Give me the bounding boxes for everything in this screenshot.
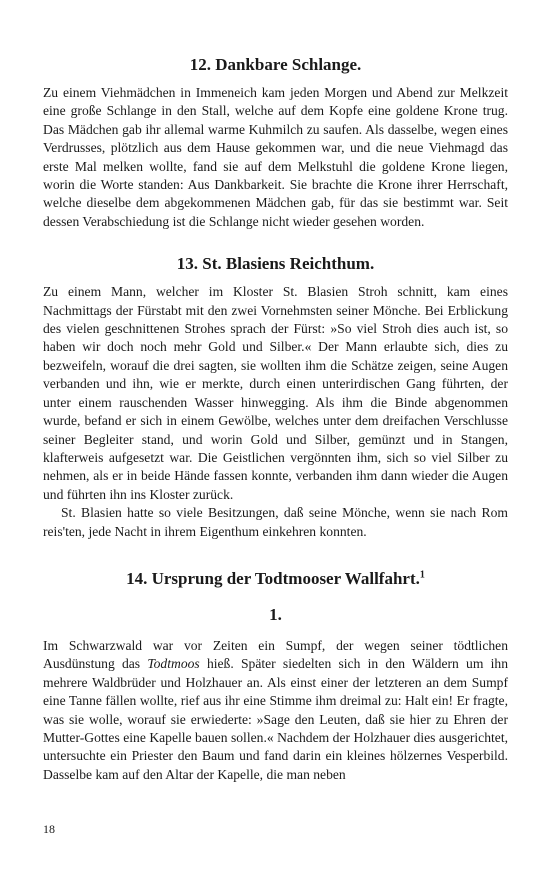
text-run: hieß. Später siedelten sich in den Wäldern um ihn mehrere Waldbrüder und Holzhauer an. Als einst einer der letzteren an dem Sumpf eine Tanne fällen wollte, rief aus ihr eine Stimme ihm dreimal zu: Halt ein! Er fragte, was sie wolle, worauf sie erwiederte: »Sage den Leuten, daß sie hier zu Ehren der Mutter-Gottes eine Kapelle bauen sollen.« Nachdem der Holzhauer dies ausgerichtet, untersuchte ein Priester den Baum und fand darin ein kleines hölzernes Vesperbild. Dasselbe kam auf den Altar der Kapelle, die man neben [43,656,508,782]
section-st-blasiens-reichthum [43,253,508,541]
paragraph [43,637,508,784]
section-title-text: 14. Ursprung der Todtmooser Wallfahrt. [126,568,420,588]
footnote-marker: 1 [419,569,425,581]
text-run: Im Schwarzwald war vor Zeiten ein Sumpf, der wegen seiner tödtlichen Ausdünstung das [43,637,508,672]
section-title: 12. Dankbare Schlange. [189,55,362,74]
section-title [43,568,508,590]
page-number: 18 [43,822,55,836]
paragraph: St. Blasien hatte so viele Besitzungen, daß seine Mönche, wenn sie nach Rom reis'ten, jede Nacht in ihrem Eigenthum einkehren konnten. [43,505,508,539]
paragraph: Zu einem Viehmädchen in Immeneich kam jeden Morgen und Abend zur Melkzeit eine große Schlange in den Stall, welche auf dem Kopfe eine goldene Krone trug. Das Mädchen gab ihr allemal warme Kuhmilch zu saufen. Als dasselbe, wegen eines Verdrusses, plötzlich aus dem Hause gekommen war, und die neue Viehmagd das erste Mal melken wollte, fand sie auf dem Melkstuhl die goldene Krone liegen, worin die Worte standen: Aus Dankbarkeit. Sie brachte die Krone ihrer Herrschaft, welche dieselbe dem abgekommenen Mädchen gab, für das sie bestimmt war. Seit dessen Verabschiedung ist die Schlange nicht wieder gesehen worden. [43,85,508,229]
section-todtmooser-wallfahrt [43,568,508,784]
italic-term: Todtmoos [147,656,200,672]
section-dankbare-schlange [43,54,508,231]
paragraph: Zu einem Mann, welcher im Kloster St. Blasien Stroh schnitt, kam eines Nachmittags der Fürstabt mit den zwei Vornehmsten seiner Mönche. Bei Erblickung des vielen geschnittenen Strohes sprach der Fürst: »So viel Stroh dies auch ist, so haben wir doch noch mehr Gold und Silber.« Der Mann erlaubte sich, dies zu bezweifeln, worauf die drei sagten, sie wollten ihm die Schätze zeigen, seine Augen verbanden und ihn, wie er merkte, durch einen unterirdischen Gang führten, der unter einem rauschenden Wasser hinwegging. Als ihm die Binde abgenommen wurde, befand er sich in einem Gewölbe, welches unter dem dreifachen Verschlusse seiner Begleiter stand, und worin Gold und Silber, gemünzt und in Stangen, klafterweis aufgesetzt war. Die Geistlichen vergönnten ihm, sich so viel Silber zu nehmen, als er in beide Hände fassen konnte, verbanden ihm dann wieder die Augen und führten ihn ins Kloster zurück. [43,284,508,502]
subsection-number: 1. [269,604,282,624]
page-body [43,54,508,784]
section-title: 13. St. Blasiens Reichthum. [176,254,375,274]
